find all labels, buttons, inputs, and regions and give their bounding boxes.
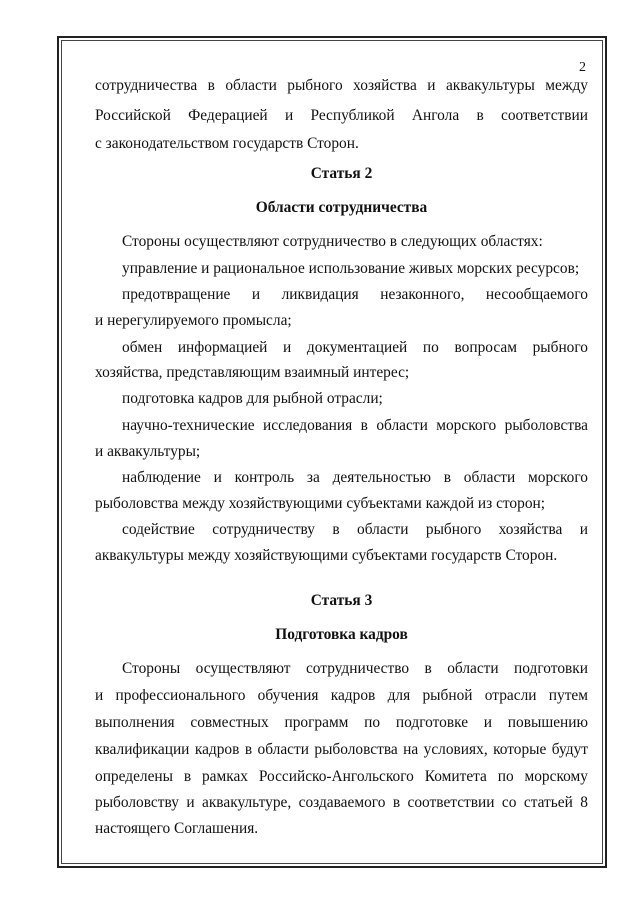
text-line: подготовка кадров для рыбной отрасли; (122, 390, 383, 407)
page-number: 2 (579, 60, 586, 75)
article-3-heading: Статья 3 (310, 592, 373, 609)
article-2-title: Области сотрудничества (255, 199, 428, 216)
article-3-title: Подготовка кадров (275, 626, 408, 643)
text-line: рыболовства между хозяйствующими субъектами каждой из сторон; (95, 495, 546, 512)
text-line: и нерегулируемого промысла; (95, 312, 292, 329)
text-line: содействие сотрудничеству в области рыбного хозяйства и (122, 521, 588, 538)
text-line: Российской Федерацией и Республикой Ангола в соответствии (95, 107, 588, 124)
text-line: определены в рамках Российско-Ангольского Комитета по морскому (95, 768, 588, 785)
text-line: настоящего Соглашения. (95, 820, 259, 837)
text-line: выполнения совместных программ по подготовке и повышению (95, 714, 588, 731)
text-line: обмен информацией и документацией по вопросам рыбного (122, 339, 588, 356)
article-2-heading: Статья 2 (310, 165, 373, 182)
text-line: предотвращение и ликвидация незаконного, несообщаемого (122, 286, 588, 303)
text-line: управление и рациональное использование живых морских ресурсов; (122, 260, 580, 277)
text-line: аквакультуры между хозяйствующими субъектами государств Сторон. (95, 547, 558, 564)
text-line: научно-технические исследования в области морского рыболовства (122, 417, 588, 434)
text-line: Стороны осуществляют сотрудничество в области подготовки (122, 660, 588, 677)
text-line: Стороны осуществляют сотрудничество в следующих областях: (122, 233, 543, 250)
text-line: и профессионального обучения кадров для рыбной отрасли путем (95, 687, 588, 704)
text-line: наблюдение и контроль за деятельностью в области морского (122, 469, 588, 486)
text-line: хозяйства, представляющим взаимный интерес; (95, 364, 410, 381)
text-line: рыболовству и аквакультуре, создаваемого в соответствии со статьей 8 (95, 794, 588, 811)
text-line: сотрудничества в области рыбного хозяйства и аквакультуры между (95, 77, 588, 94)
text-line: квалификации кадров в области рыболовства на условиях, которые будут (95, 741, 588, 758)
text-line: с законодательством государств Сторон. (95, 135, 359, 152)
text-line: и аквакультуры; (95, 443, 201, 460)
